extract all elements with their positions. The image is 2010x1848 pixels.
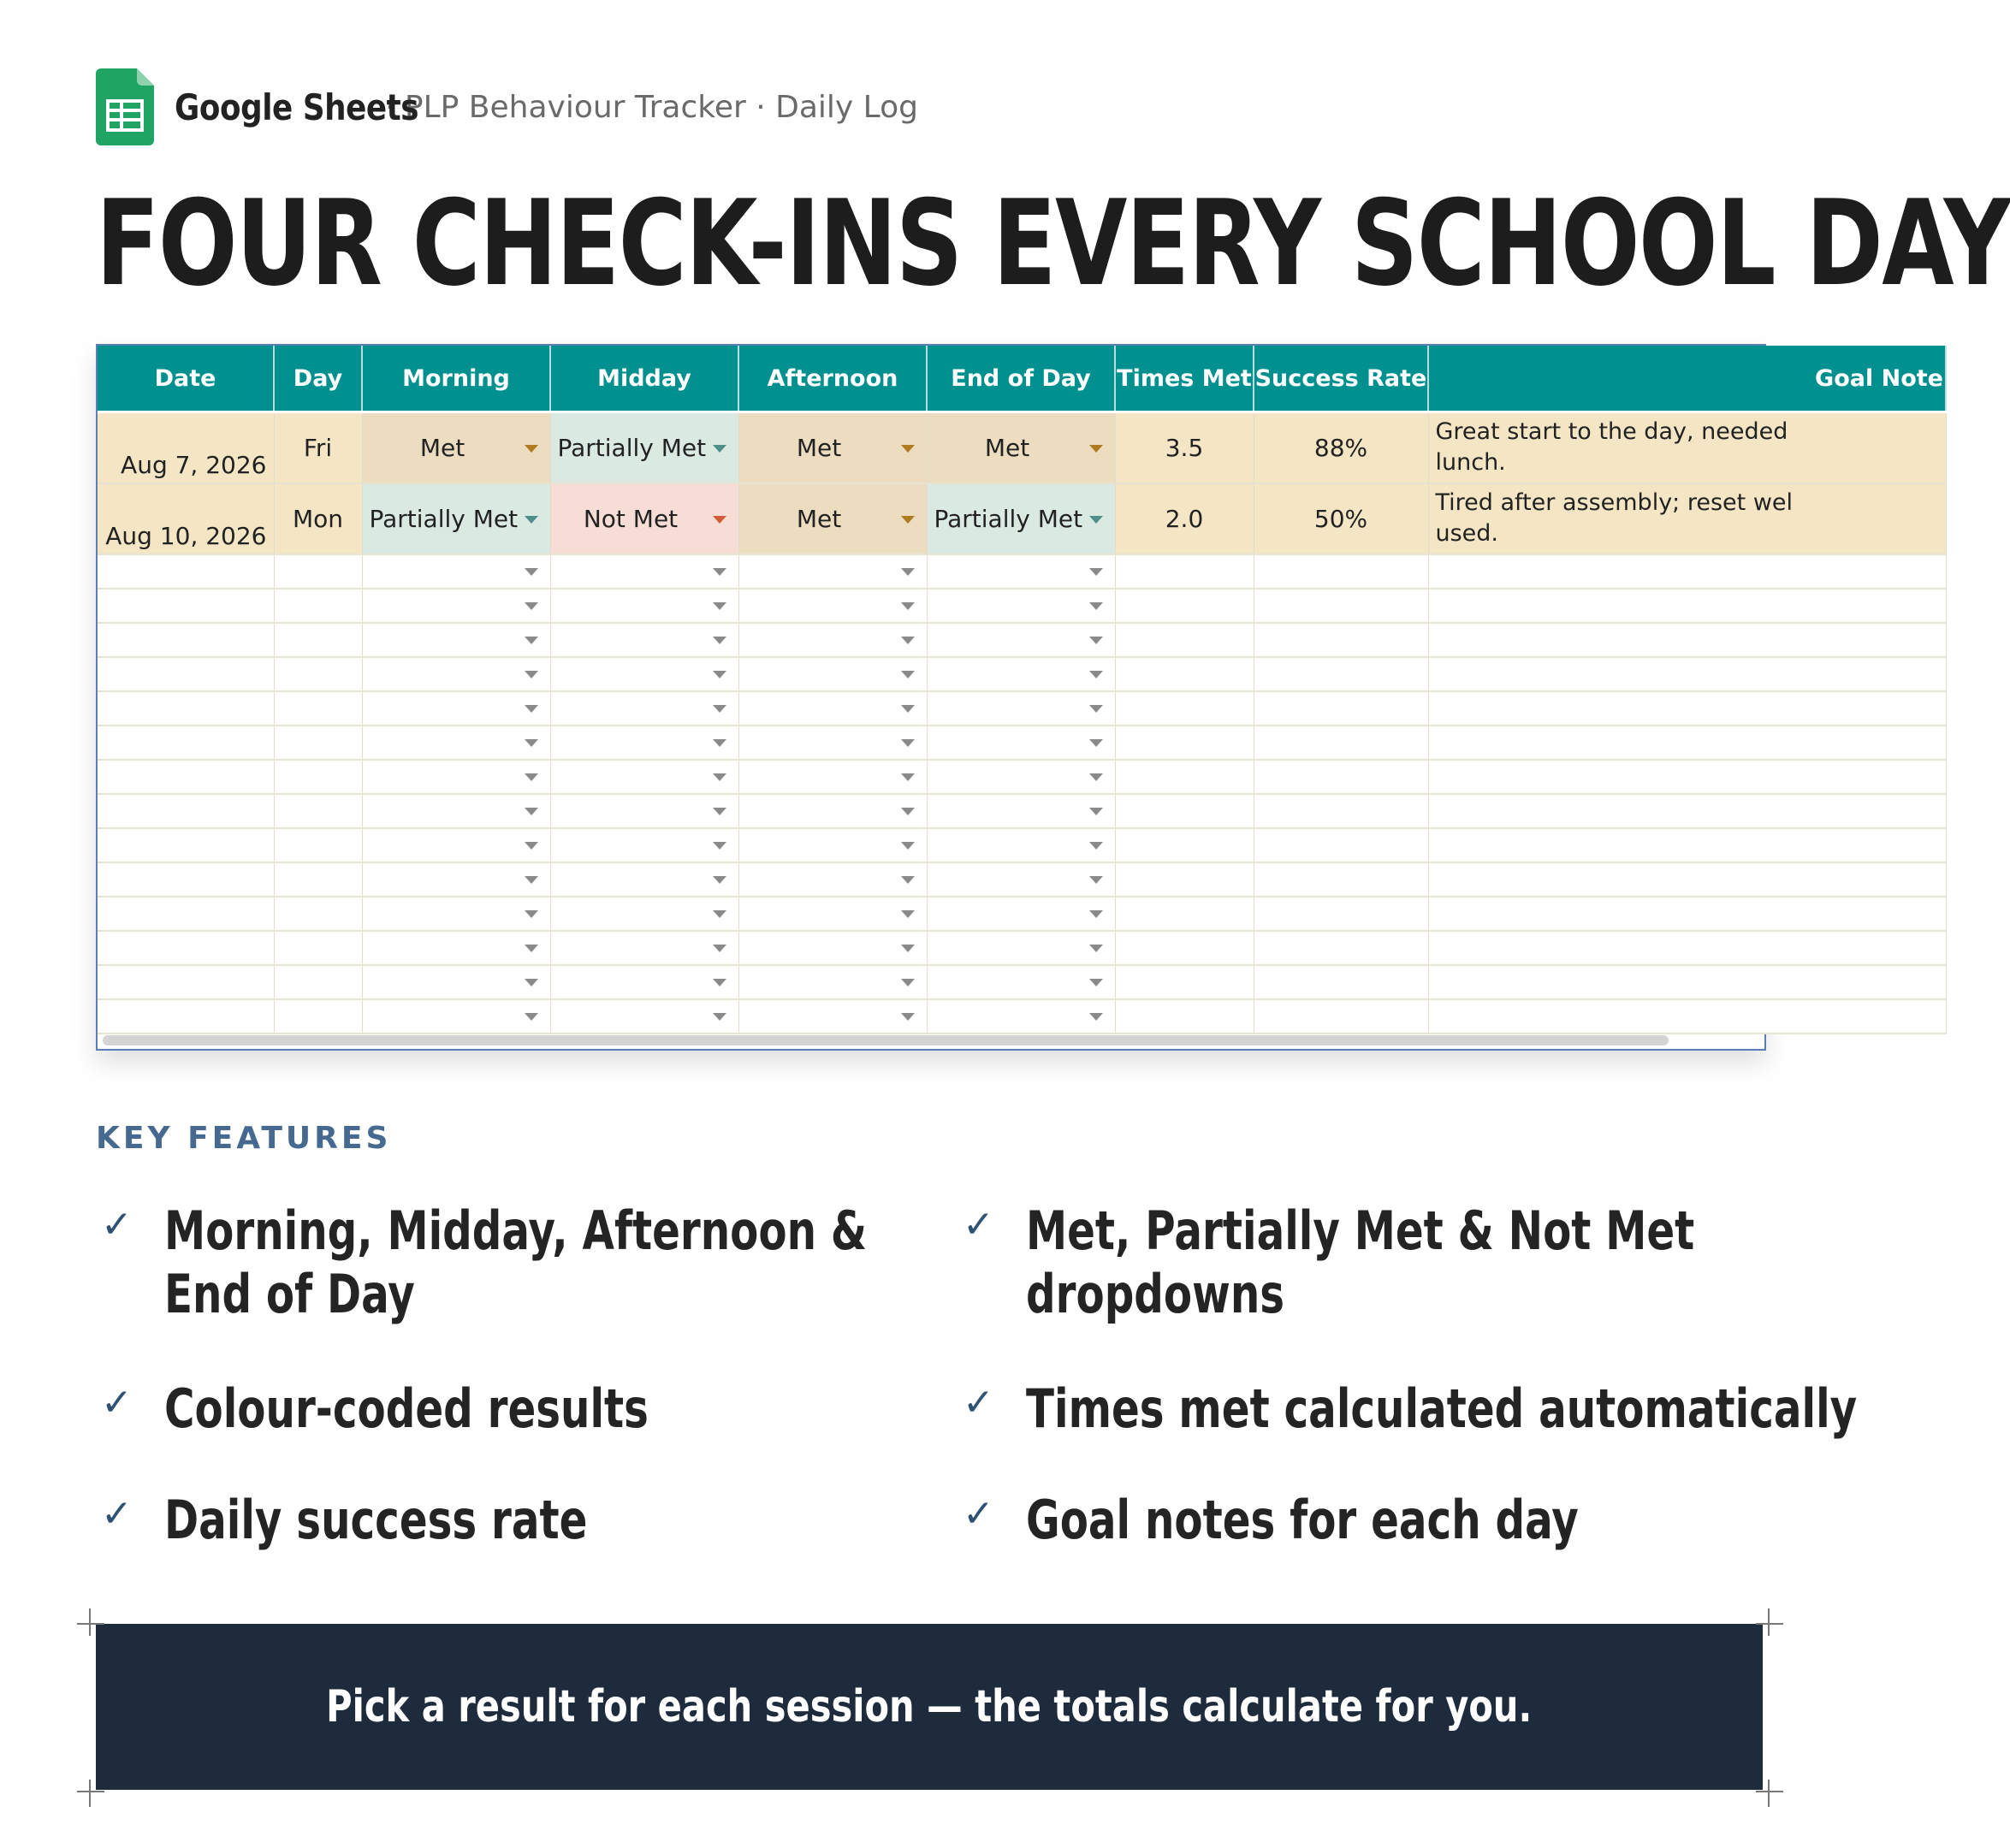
page-headline: FOUR CHECK-INS EVERY SCHOOL DAY [96, 175, 2010, 312]
dropdown-arrow-icon[interactable] [525, 671, 538, 678]
checkmark-icon: ✓ [963, 1381, 994, 1424]
day-cell[interactable] [274, 794, 362, 828]
checkmark-icon: ✓ [101, 1203, 133, 1247]
dropdown-arrow-icon[interactable] [525, 602, 538, 610]
date-cell[interactable] [98, 726, 274, 760]
key-features-heading: KEY FEATURES [96, 1121, 392, 1156]
afternoon-dropdown[interactable] [738, 623, 927, 657]
crop-mark [1768, 1608, 1770, 1636]
dropdown-arrow-icon[interactable] [713, 568, 726, 576]
times-met-cell[interactable] [1115, 965, 1254, 999]
day-cell[interactable] [274, 965, 362, 999]
empty-row [98, 691, 1946, 726]
empty-row [98, 999, 1946, 1034]
goal-note-cell[interactable] [1428, 760, 1946, 794]
end-of-day-dropdown[interactable] [927, 554, 1115, 589]
feature-text: Met, Partially Met & Not Met dropdowns [1026, 1199, 1695, 1325]
brand-bar [96, 68, 918, 145]
success-rate-cell[interactable]: 88% [1254, 413, 1428, 483]
feature-text: Morning, Midday, Afternoon & End of Day [164, 1199, 868, 1325]
dropdown-arrow-icon[interactable] [525, 637, 538, 644]
crop-mark [77, 1791, 104, 1792]
dropdown-value: Partially Met [934, 505, 1083, 533]
empty-row [98, 623, 1946, 657]
times-met-cell[interactable] [1115, 589, 1254, 623]
success-rate-cell[interactable] [1254, 828, 1428, 862]
dropdown-arrow-icon[interactable] [1089, 671, 1103, 678]
morning-dropdown[interactable] [362, 828, 550, 862]
midday-dropdown[interactable] [550, 965, 738, 999]
crop-mark [77, 1623, 104, 1625]
dropdown-arrow-icon[interactable] [713, 637, 726, 644]
dropdown-arrow-icon[interactable] [713, 979, 726, 986]
dropdown-value: Met [984, 434, 1030, 462]
column-header-day[interactable]: Day [274, 346, 362, 411]
horizontal-scrollbar[interactable] [103, 1035, 1669, 1045]
times-met-cell[interactable] [1115, 657, 1254, 691]
google-sheets-logo-icon [96, 68, 154, 145]
checkmark-icon: ✓ [101, 1492, 133, 1536]
day-cell[interactable] [274, 726, 362, 760]
feature-text: Goal notes for each day [1026, 1489, 1579, 1551]
date-cell[interactable] [98, 691, 274, 726]
dropdown-arrow-icon[interactable] [1089, 773, 1103, 781]
afternoon-dropdown[interactable] [738, 897, 927, 931]
column-header-goal-note[interactable]: Goal Note [1428, 346, 1946, 411]
end-of-day-dropdown[interactable] [927, 965, 1115, 999]
feature-text: Daily success rate [164, 1489, 588, 1551]
success-rate-cell[interactable] [1254, 897, 1428, 931]
morning-dropdown[interactable] [362, 554, 550, 589]
date-cell[interactable] [98, 794, 274, 828]
end-of-day-dropdown[interactable] [927, 760, 1115, 794]
morning-dropdown[interactable] [362, 726, 550, 760]
afternoon-dropdown[interactable] [738, 999, 927, 1034]
morning-dropdown[interactable] [362, 691, 550, 726]
dropdown-arrow-icon[interactable] [713, 842, 726, 850]
dropdown-arrow-icon[interactable] [1089, 637, 1103, 644]
dropdown-arrow-icon[interactable] [525, 876, 538, 884]
dropdown-arrow-icon[interactable] [713, 516, 726, 524]
dropdown-arrow-icon[interactable] [525, 842, 538, 850]
goal-note-cell[interactable] [1428, 931, 1946, 965]
dropdown-arrow-icon[interactable] [901, 671, 915, 678]
success-rate-cell[interactable] [1254, 931, 1428, 965]
goal-note-cell[interactable] [1428, 589, 1946, 623]
date-cell[interactable]: Aug 7, 2026 [98, 413, 274, 483]
dropdown-arrow-icon[interactable] [1089, 842, 1103, 850]
success-rate-cell[interactable] [1254, 657, 1428, 691]
success-rate-cell[interactable] [1254, 589, 1428, 623]
dropdown-arrow-icon[interactable] [525, 945, 538, 952]
dropdown-arrow-icon[interactable] [1089, 568, 1103, 576]
end-of-day-dropdown[interactable] [927, 794, 1115, 828]
morning-dropdown[interactable] [362, 413, 550, 483]
dropdown-arrow-icon[interactable] [525, 808, 538, 815]
dropdown-arrow-icon[interactable] [525, 739, 538, 747]
midday-dropdown[interactable] [550, 413, 738, 483]
midday-dropdown[interactable] [550, 897, 738, 931]
times-met-cell[interactable] [1115, 828, 1254, 862]
dropdown-arrow-icon[interactable] [901, 705, 915, 713]
column-header-success-rate[interactable]: Success Rate [1254, 346, 1428, 411]
dropdown-arrow-icon[interactable] [1089, 705, 1103, 713]
day-cell[interactable] [274, 897, 362, 931]
dropdown-arrow-icon[interactable] [901, 842, 915, 850]
dropdown-arrow-icon[interactable] [901, 602, 915, 610]
goal-note-cell[interactable] [1428, 413, 1946, 483]
times-met-cell[interactable]: 3.5 [1115, 413, 1254, 483]
morning-dropdown[interactable] [362, 760, 550, 794]
checkmark-icon: ✓ [963, 1492, 994, 1536]
feature-text: Times met calculated automatically [1026, 1377, 1858, 1440]
morning-dropdown[interactable] [362, 931, 550, 965]
afternoon-dropdown[interactable] [738, 483, 927, 554]
column-header-morning[interactable]: Morning [362, 346, 550, 411]
dropdown-arrow-icon[interactable] [901, 445, 915, 453]
success-rate-cell[interactable] [1254, 794, 1428, 828]
checkmark-icon: ✓ [101, 1381, 133, 1424]
dropdown-arrow-icon[interactable] [525, 445, 538, 453]
date-cell[interactable] [98, 965, 274, 999]
dropdown-arrow-icon[interactable] [901, 568, 915, 576]
goal-note-text: Tired after assembly; reset wel used. [1435, 489, 1794, 547]
dropdown-arrow-icon[interactable] [713, 602, 726, 610]
success-rate-cell[interactable] [1254, 554, 1428, 589]
times-met-cell[interactable] [1115, 794, 1254, 828]
dropdown-arrow-icon[interactable] [1089, 945, 1103, 952]
dropdown-arrow-icon[interactable] [1089, 602, 1103, 610]
dropdown-arrow-icon[interactable] [525, 1013, 538, 1021]
times-met-cell[interactable] [1115, 726, 1254, 760]
morning-dropdown[interactable] [362, 657, 550, 691]
empty-row [98, 726, 1946, 760]
afternoon-dropdown[interactable] [738, 657, 927, 691]
goal-note-cell[interactable] [1428, 897, 1946, 931]
empty-row [98, 931, 1946, 965]
goal-note-cell[interactable] [1428, 483, 1946, 554]
dropdown-arrow-icon[interactable] [1089, 1013, 1103, 1021]
dropdown-arrow-icon[interactable] [713, 671, 726, 678]
dropdown-arrow-icon[interactable] [713, 910, 726, 918]
day-cell[interactable] [274, 589, 362, 623]
times-met-cell[interactable]: 2.0 [1115, 483, 1254, 554]
dropdown-arrow-icon[interactable] [713, 808, 726, 815]
goal-note-cell[interactable] [1428, 623, 1946, 657]
afternoon-dropdown[interactable] [738, 413, 927, 483]
dropdown-value: Met [796, 434, 842, 462]
empty-row [98, 828, 1946, 862]
dropdown-value: Met [796, 505, 842, 533]
end-of-day-dropdown[interactable] [927, 657, 1115, 691]
midday-dropdown[interactable] [550, 794, 738, 828]
afternoon-dropdown[interactable] [738, 691, 927, 726]
dropdown-arrow-icon[interactable] [713, 1013, 726, 1021]
goal-note-cell[interactable] [1428, 726, 1946, 760]
empty-row [98, 760, 1946, 794]
dropdown-value: Not Met [583, 505, 679, 533]
dropdown-arrow-icon[interactable] [525, 773, 538, 781]
end-of-day-dropdown[interactable] [927, 691, 1115, 726]
day-cell[interactable] [274, 862, 362, 897]
dropdown-arrow-icon[interactable] [901, 808, 915, 815]
success-rate-cell[interactable] [1254, 726, 1428, 760]
column-header-afternoon[interactable]: Afternoon [738, 346, 927, 411]
day-cell[interactable] [274, 657, 362, 691]
goal-note-text: Great start to the day, needed lunch. [1435, 418, 1788, 476]
feature-text: Colour-coded results [164, 1377, 649, 1440]
date-cell[interactable] [98, 931, 274, 965]
morning-dropdown[interactable] [362, 999, 550, 1034]
end-of-day-dropdown[interactable] [927, 589, 1115, 623]
day-cell[interactable] [274, 828, 362, 862]
goal-note-cell[interactable] [1428, 862, 1946, 897]
dropdown-arrow-icon[interactable] [1089, 445, 1103, 453]
dropdown-arrow-icon[interactable] [713, 945, 726, 952]
date-cell[interactable] [98, 999, 274, 1034]
success-rate-cell[interactable] [1254, 691, 1428, 726]
date-cell[interactable] [98, 760, 274, 794]
times-met-cell[interactable] [1115, 999, 1254, 1034]
end-of-day-dropdown[interactable] [927, 623, 1115, 657]
goal-note-cell[interactable] [1428, 657, 1946, 691]
dropdown-arrow-icon[interactable] [901, 979, 915, 986]
table-row [98, 483, 1946, 554]
times-met-cell[interactable] [1115, 862, 1254, 897]
dropdown-arrow-icon[interactable] [713, 445, 726, 453]
end-of-day-dropdown[interactable] [927, 931, 1115, 965]
dropdown-arrow-icon[interactable] [525, 910, 538, 918]
end-of-day-dropdown[interactable] [927, 413, 1115, 483]
midday-dropdown[interactable] [550, 828, 738, 862]
midday-dropdown[interactable] [550, 999, 738, 1034]
dropdown-arrow-icon[interactable] [713, 773, 726, 781]
date-cell[interactable] [98, 897, 274, 931]
midday-dropdown[interactable] [550, 589, 738, 623]
dropdown-arrow-icon[interactable] [713, 705, 726, 713]
date-cell[interactable] [98, 589, 274, 623]
morning-dropdown[interactable] [362, 862, 550, 897]
afternoon-dropdown[interactable] [738, 589, 927, 623]
end-of-day-dropdown[interactable] [927, 897, 1115, 931]
date-cell[interactable] [98, 554, 274, 589]
midday-dropdown[interactable] [550, 691, 738, 726]
times-met-cell[interactable] [1115, 554, 1254, 589]
dropdown-arrow-icon[interactable] [525, 516, 538, 524]
dropdown-arrow-icon[interactable] [901, 945, 915, 952]
afternoon-dropdown[interactable] [738, 931, 927, 965]
end-of-day-dropdown[interactable] [927, 999, 1115, 1034]
dropdown-arrow-icon[interactable] [901, 739, 915, 747]
column-header-end-of-day[interactable]: End of Day [927, 346, 1115, 411]
crop-mark [1768, 1780, 1770, 1807]
dropdown-arrow-icon[interactable] [1089, 808, 1103, 815]
day-cell[interactable]: Fri [274, 413, 362, 483]
morning-dropdown[interactable] [362, 623, 550, 657]
times-met-cell[interactable] [1115, 623, 1254, 657]
banner-text: Pick a result for each session — the totals calculate for you. [326, 1681, 1533, 1732]
times-met-cell[interactable] [1115, 760, 1254, 794]
afternoon-dropdown[interactable] [738, 794, 927, 828]
morning-dropdown[interactable] [362, 897, 550, 931]
footer-banner [96, 1624, 1763, 1790]
dropdown-arrow-icon[interactable] [901, 1013, 915, 1021]
date-cell[interactable] [98, 623, 274, 657]
date-cell[interactable] [98, 828, 274, 862]
dropdown-arrow-icon[interactable] [901, 910, 915, 918]
dropdown-arrow-icon[interactable] [1089, 739, 1103, 747]
afternoon-dropdown[interactable] [738, 828, 927, 862]
goal-note-cell[interactable] [1428, 554, 1946, 589]
day-cell[interactable] [274, 931, 362, 965]
morning-dropdown[interactable] [362, 794, 550, 828]
goal-note-cell[interactable] [1428, 828, 1946, 862]
end-of-day-dropdown[interactable] [927, 483, 1115, 554]
app-name: Google Sheets [175, 86, 419, 128]
dropdown-arrow-icon[interactable] [525, 568, 538, 576]
dropdown-arrow-icon[interactable] [901, 773, 915, 781]
dropdown-arrow-icon[interactable] [713, 876, 726, 884]
table-row [98, 413, 1946, 483]
dropdown-arrow-icon[interactable] [901, 516, 915, 524]
spreadsheet-grid [96, 344, 1943, 1051]
day-cell[interactable] [274, 691, 362, 726]
times-met-cell[interactable] [1115, 897, 1254, 931]
date-cell[interactable]: Aug 10, 2026 [98, 483, 274, 554]
afternoon-dropdown[interactable] [738, 760, 927, 794]
midday-dropdown[interactable] [550, 657, 738, 691]
midday-dropdown[interactable] [550, 726, 738, 760]
dropdown-value: Partially Met [557, 434, 707, 462]
success-rate-cell[interactable] [1254, 965, 1428, 999]
dropdown-arrow-icon[interactable] [1089, 979, 1103, 986]
day-cell[interactable]: Mon [274, 483, 362, 554]
midday-dropdown[interactable] [550, 554, 738, 589]
empty-row [98, 554, 1946, 589]
empty-row [98, 862, 1946, 897]
morning-dropdown[interactable] [362, 483, 550, 554]
day-cell[interactable] [274, 999, 362, 1034]
end-of-day-dropdown[interactable] [927, 726, 1115, 760]
dropdown-arrow-icon[interactable] [1089, 910, 1103, 918]
midday-dropdown[interactable] [550, 623, 738, 657]
goal-note-cell[interactable] [1428, 794, 1946, 828]
success-rate-cell[interactable]: 50% [1254, 483, 1428, 554]
dropdown-arrow-icon[interactable] [901, 876, 915, 884]
dropdown-arrow-icon[interactable] [901, 637, 915, 644]
success-rate-cell[interactable] [1254, 760, 1428, 794]
goal-note-cell[interactable] [1428, 965, 1946, 999]
afternoon-dropdown[interactable] [738, 554, 927, 589]
date-cell[interactable] [98, 862, 274, 897]
midday-dropdown[interactable] [550, 862, 738, 897]
midday-dropdown[interactable] [550, 483, 738, 554]
afternoon-dropdown[interactable] [738, 862, 927, 897]
column-header-midday[interactable]: Midday [550, 346, 738, 411]
times-met-cell[interactable] [1115, 691, 1254, 726]
header-row [98, 346, 1946, 411]
empty-row [98, 897, 1946, 931]
dropdown-value: Met [419, 434, 465, 462]
dropdown-arrow-icon[interactable] [525, 705, 538, 713]
end-of-day-dropdown[interactable] [927, 862, 1115, 897]
afternoon-dropdown[interactable] [738, 726, 927, 760]
end-of-day-dropdown[interactable] [927, 828, 1115, 862]
midday-dropdown[interactable] [550, 931, 738, 965]
goal-note-cell[interactable] [1428, 999, 1946, 1034]
crop-mark [1756, 1623, 1783, 1625]
empty-row [98, 794, 1946, 828]
column-header-date[interactable]: Date [98, 346, 274, 411]
crop-mark [89, 1608, 91, 1636]
checkmark-icon: ✓ [963, 1203, 994, 1247]
column-header-times-met[interactable]: Times Met [1115, 346, 1254, 411]
morning-dropdown[interactable] [362, 589, 550, 623]
dropdown-arrow-icon[interactable] [713, 739, 726, 747]
goal-note-cell[interactable] [1428, 691, 1946, 726]
dropdown-arrow-icon[interactable] [525, 979, 538, 986]
dropdown-arrow-icon[interactable] [1089, 876, 1103, 884]
empty-row [98, 589, 1946, 623]
times-met-cell[interactable] [1115, 931, 1254, 965]
afternoon-dropdown[interactable] [738, 965, 927, 999]
crop-mark [89, 1780, 91, 1807]
day-cell[interactable] [274, 760, 362, 794]
dropdown-value: Partially Met [369, 505, 519, 533]
day-cell[interactable] [274, 554, 362, 589]
date-cell[interactable] [98, 657, 274, 691]
midday-dropdown[interactable] [550, 760, 738, 794]
empty-row [98, 657, 1946, 691]
day-cell[interactable] [274, 623, 362, 657]
crop-mark [1756, 1791, 1783, 1792]
dropdown-arrow-icon[interactable] [1089, 516, 1103, 524]
success-rate-cell[interactable] [1254, 862, 1428, 897]
empty-row [98, 965, 1946, 999]
success-rate-cell[interactable] [1254, 999, 1428, 1034]
morning-dropdown[interactable] [362, 965, 550, 999]
success-rate-cell[interactable] [1254, 623, 1428, 657]
document-subtitle: · PLP Behaviour Tracker · Daily Log [385, 89, 918, 125]
